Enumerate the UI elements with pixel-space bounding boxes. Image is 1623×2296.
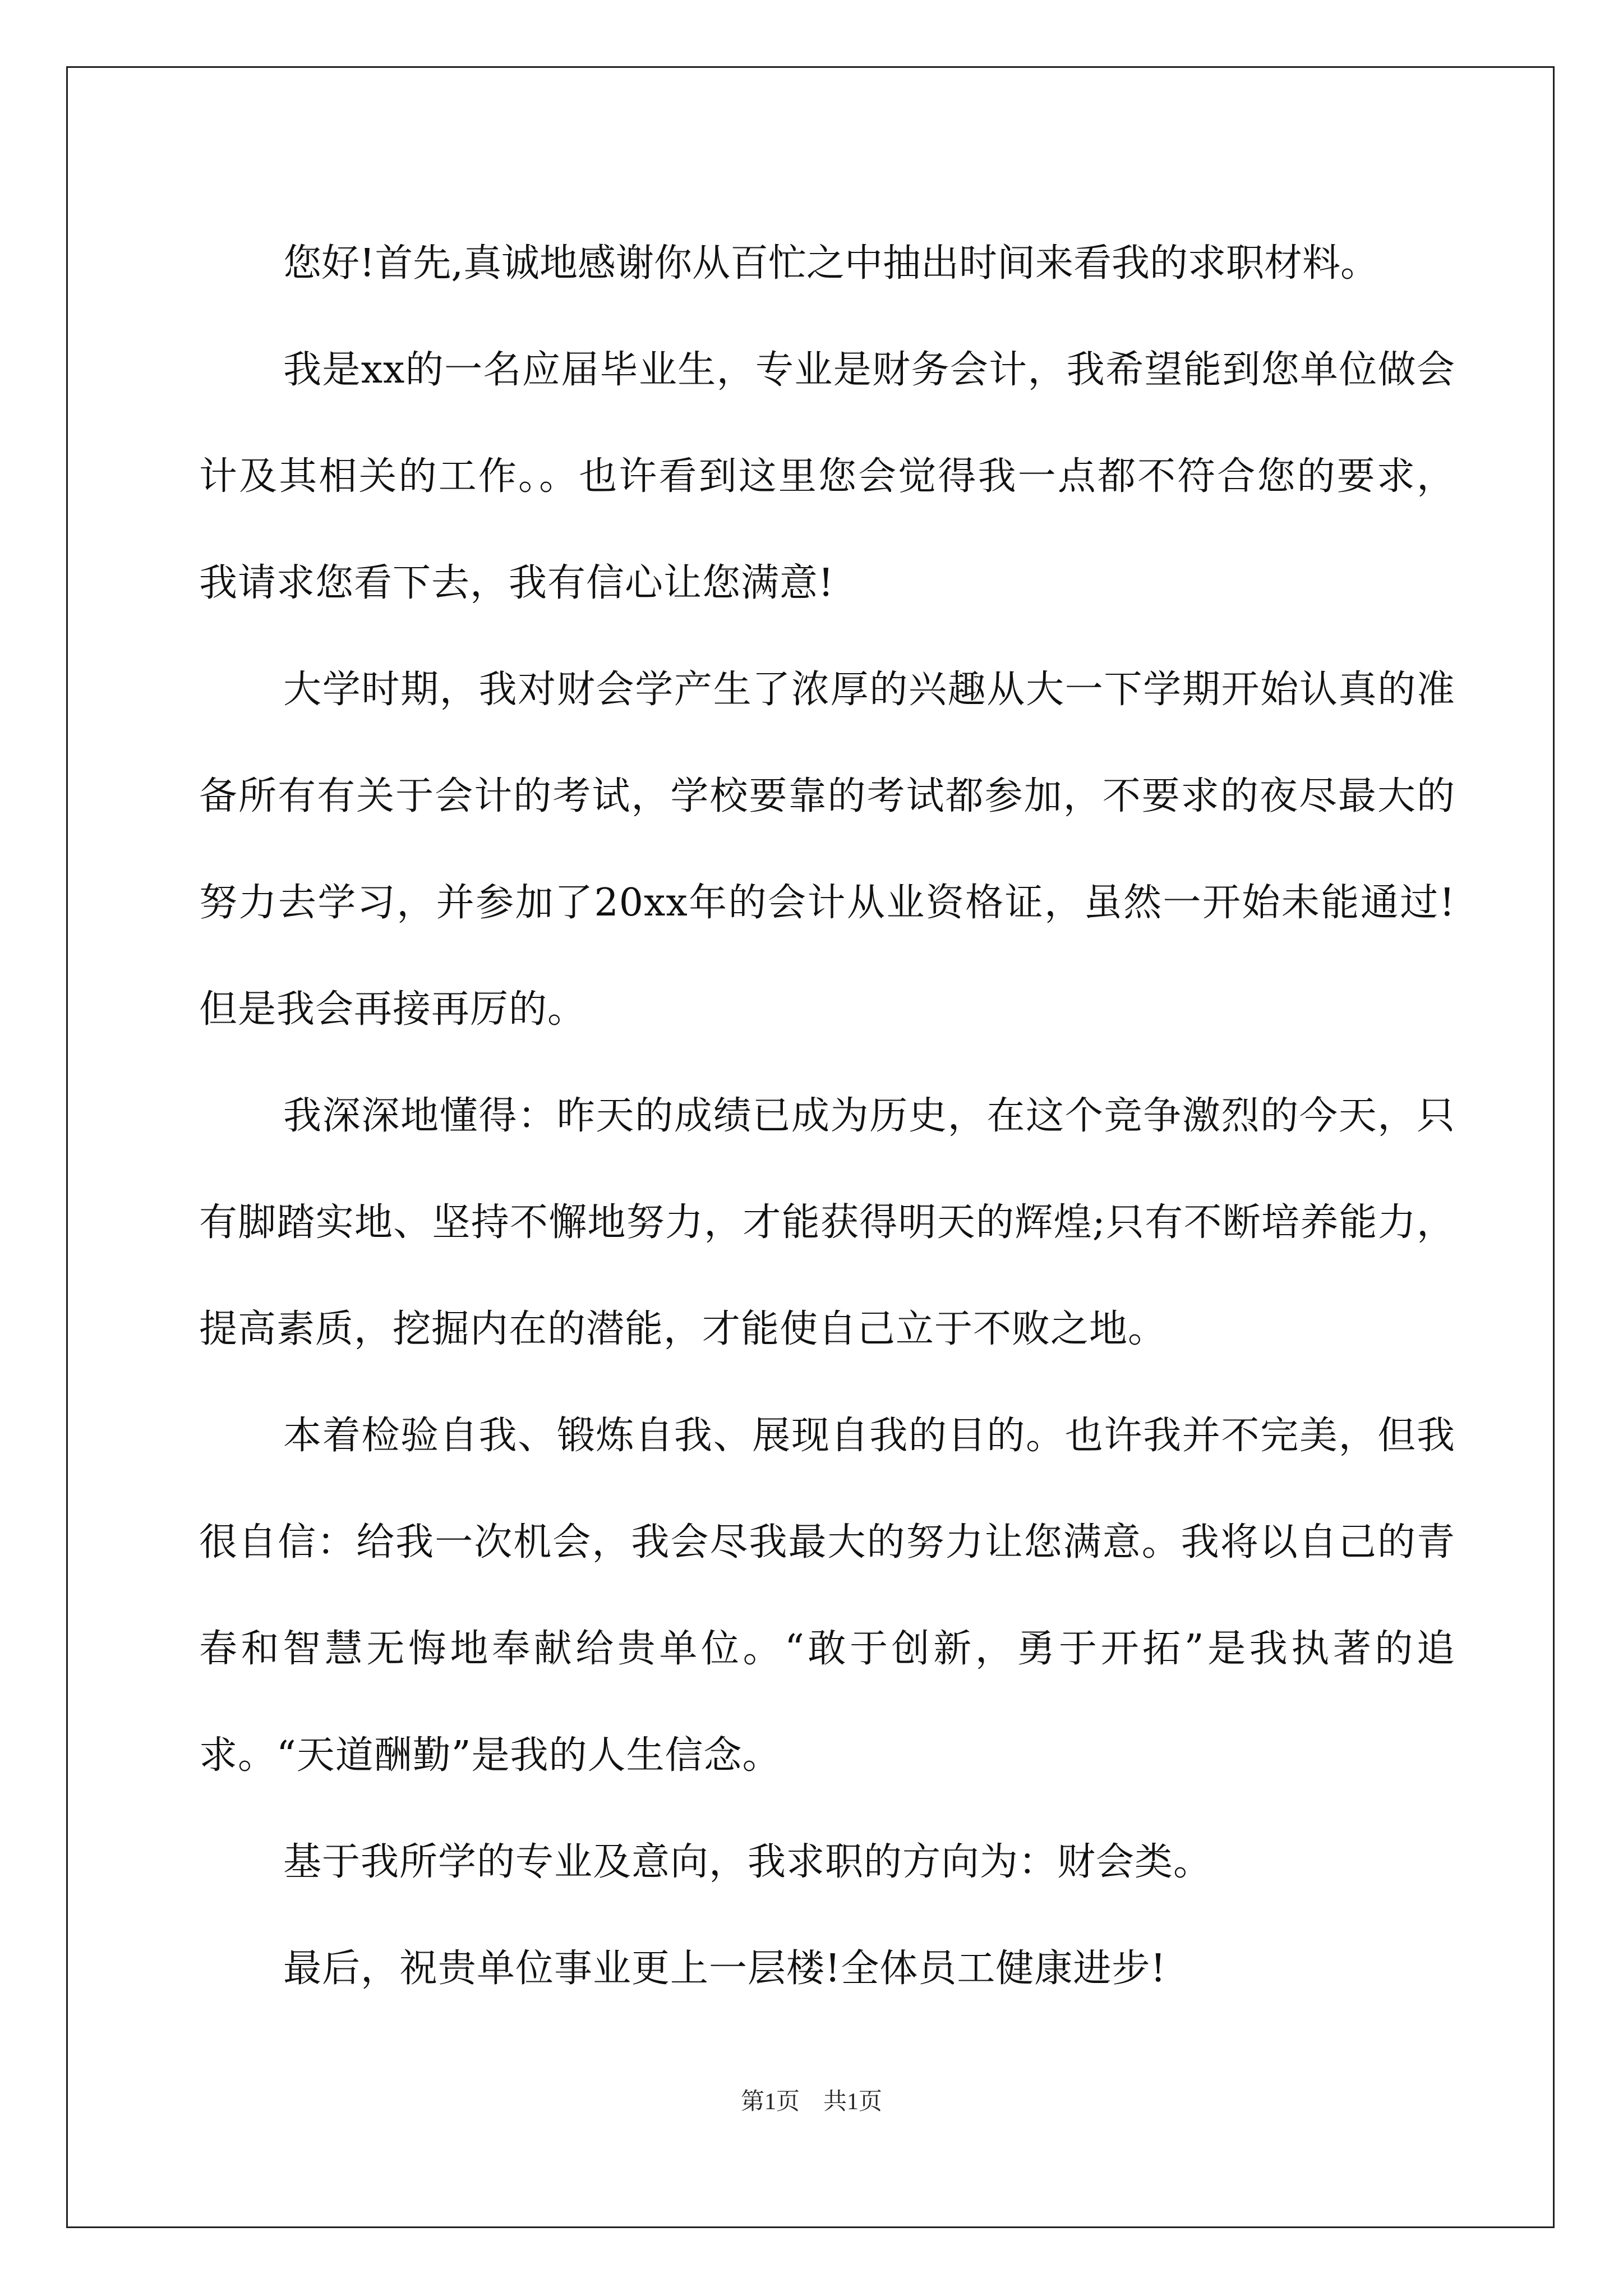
page-number: 第1页 共1页 xyxy=(740,2089,882,2115)
paragraph-job-direction: 基于我所学的专业及意向，我求职的方向为：财会类。 xyxy=(283,1840,1212,1884)
paragraph-understanding: 我深深地懂得：昨天的成绩已成为历史，在这个竞争激烈的今天，只有脚踏实地、坚持不懈地努力，才能获得明天的辉煌;只有不断培养能力，提高素质，挖掘内在的潜能，才能使自己立于不败之地。 xyxy=(199,1094,1455,1351)
paragraph-university: 大学时期，我对财会学产生了浓厚的兴趣从大一下学期开始认真的准备所有有关于会计的考试，学校要靠的考试都参加，不要求的夜尽最大的努力去学习，并参加了20xx年的会计从业资格证，虽然一开始未能通过!但是我会再接再厉的。 xyxy=(199,668,1455,1032)
paragraph-purpose: 本着检验自我、锻炼自我、展现自我的目的。也许我并不完美，但我很自信：给我一次机会，我会尽我最大的努力让您满意。我将以自己的青春和智慧无悔地奉献给贵单位。“敢于创新，勇于开拓”是我执著的追求。“天道酬勤”是我的人生信念。 xyxy=(199,1414,1455,1778)
letter-body xyxy=(199,210,1455,2022)
paragraph-closing: 最后，祝贵单位事业更上一层楼!全体员工健康进步! xyxy=(283,1947,1166,1991)
paragraph-greeting: 您好!首先,真诚地感谢你从百忙之中抽出时间来看我的求职材料。 xyxy=(283,241,1378,286)
paragraph-introduction: 我是xx的一名应届毕业生，专业是财务会计，我希望能到您单位做会计及其相关的工作。。也许看到这里您会觉得我一点都不符合您的要求，我请求您看下去，我有信心让您满意! xyxy=(199,348,1455,605)
